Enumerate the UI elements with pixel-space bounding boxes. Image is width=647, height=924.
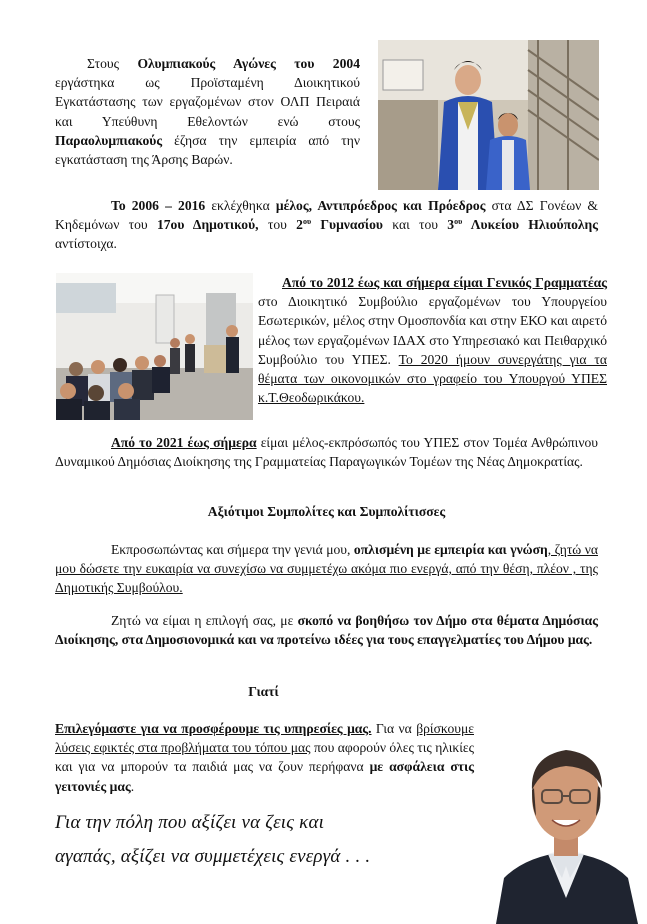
text-run: Για να [371, 721, 417, 736]
parents-association-paragraph [55, 196, 598, 254]
why-heading: Γιατί [248, 684, 279, 699]
school-number: 2 [296, 217, 303, 233]
since-2021-highlight: Από το 2021 έως σήμερα [111, 435, 257, 450]
school-name: Λυκείου Ηλιούπολης [462, 217, 598, 233]
text-run: αντίστοιχα. [55, 236, 117, 252]
services-paragraph [55, 719, 474, 796]
ordinal-suffix: ου [454, 217, 463, 227]
request-underlined: , ζητώ να μου δώσετε την ευκαιρία να συνεχίσω να συμμετέχω ακόμα πιο ενεργά, από την θέση, πλέον , της Δημοτικής Συμβούλου. [55, 542, 598, 596]
general-secretary-highlight: Από το 2012 έως και σήμερα είμαι Γενικός Γραμματέας [282, 275, 607, 290]
text-run: Στους [87, 56, 138, 71]
years-highlight: Το 2006 – 2016 [111, 198, 206, 213]
olympics-highlight: Ολυμπιακούς Αγώνες του 2004 [137, 56, 360, 71]
text-run: . [130, 778, 135, 794]
goals-paragraph [55, 611, 598, 649]
roles-highlight: μέλος, Αντιπρόεδρος και Πρόεδρος [275, 198, 486, 213]
ordinal-suffix: ου [302, 217, 312, 227]
text-run: στο Διοικητικό Συμβούλιο εργαζομένων του Υπουργείου Εσωτερικών, μέλος στην Ομοσπονδία και στην ΕΚΟ και αιρετό μέλος των εργαζομένων ΙΔΑΧ στο Υπηρεσιακό και Πειθαρχικό Συμβούλιο του ΥΠΕΣ. [258, 294, 607, 367]
text-run: εργάστηκα ως Προϊσταμένη Διοικητικού Εγκατάστασης των εργαζομένων στον ΟΛΠ Πειραιά και Υπεύθυνη Εθελοντών ενώ στους [55, 75, 360, 129]
slogan-line-2: αγαπάς, αξίζει να συμμετέχεις ενεργά . . . [55, 846, 371, 867]
representation-paragraph [55, 540, 598, 598]
school-number: 3 [447, 217, 455, 233]
solutions-underlined: βρίσκουμε λύσεις εφικτές στα προβλήματα του τόπου μας [55, 721, 474, 756]
text-run: και του [382, 217, 448, 233]
paralympics-highlight: Παραολυμπιακούς [55, 132, 163, 148]
text-run: έζησα την εμπειρία από την εγκατάσταση της Άρσης Βαρών. [55, 132, 360, 168]
text-run: του [258, 217, 297, 233]
ypes-representative-paragraph [55, 433, 598, 471]
text-run: εκλέχθηκα [205, 198, 276, 213]
text-run: Εκπροσωπώντας και σήμερα την γενιά μου, [111, 542, 354, 557]
general-secretary-paragraph [258, 273, 607, 407]
services-highlight: Επιλεγόμαστε για να προσφέρουμε τις υπηρεσίες μας. [55, 721, 372, 736]
olympics-paragraph [55, 54, 360, 169]
experience-highlight: οπλισμένη με εμπειρία και γνώση [353, 542, 548, 557]
goals-highlight: σκοπό να βοηθήσω τον Δήμο στα θέματα Δημόσιας Διοίκησης, στα Δημοσιονομικά και να προτείνω ιδέες για τους επαγγελματίες του Δήμου μας. [55, 613, 598, 648]
safety-highlight: με ασφάλεια στις γειτονιές μας [55, 759, 474, 794]
text-run: Ζητώ να είμαι η επιλογή σας, με [111, 613, 298, 628]
school-name: 17ου Δημοτικού, [156, 217, 259, 233]
text-run: που αφορούν όλες τις ηλικίες και για να μπορούν τα παιδιά μας να ζουν περήφανα [55, 740, 474, 775]
slogan-line-1: Για την πόλη που αξίζει να ζεις και [55, 812, 325, 833]
ministry-collaboration-underlined: Το 2020 ήμουν συνεργάτης για τα θέματα των οικονομικών στο γραφείο του Υπουργού ΥΠΕΣ κ.Τ.Θεοδωρικάκου. [258, 351, 607, 406]
school-name: Γυμνασίου [311, 217, 383, 233]
text-run: στα ΔΣ Γονέων & Κηδεμόνων του [55, 198, 599, 233]
conference-photo [56, 273, 253, 420]
candidate-portrait-photo [486, 728, 647, 924]
olympics-volunteers-photo [378, 40, 599, 190]
text-run: είμαι μέλος-εκπρόσωπός του ΥΠΕΣ στον Τομέα Ανθρώπινου Δυναμικού Δημόσιας Διοίκησης της Γραμματείας Παραγωγικών Τομέων της Νέας Δημοκρατίας. [55, 435, 599, 470]
greeting-heading: Αξιότιμοι Συμπολίτες και Συμπολίτισσες [207, 504, 446, 519]
